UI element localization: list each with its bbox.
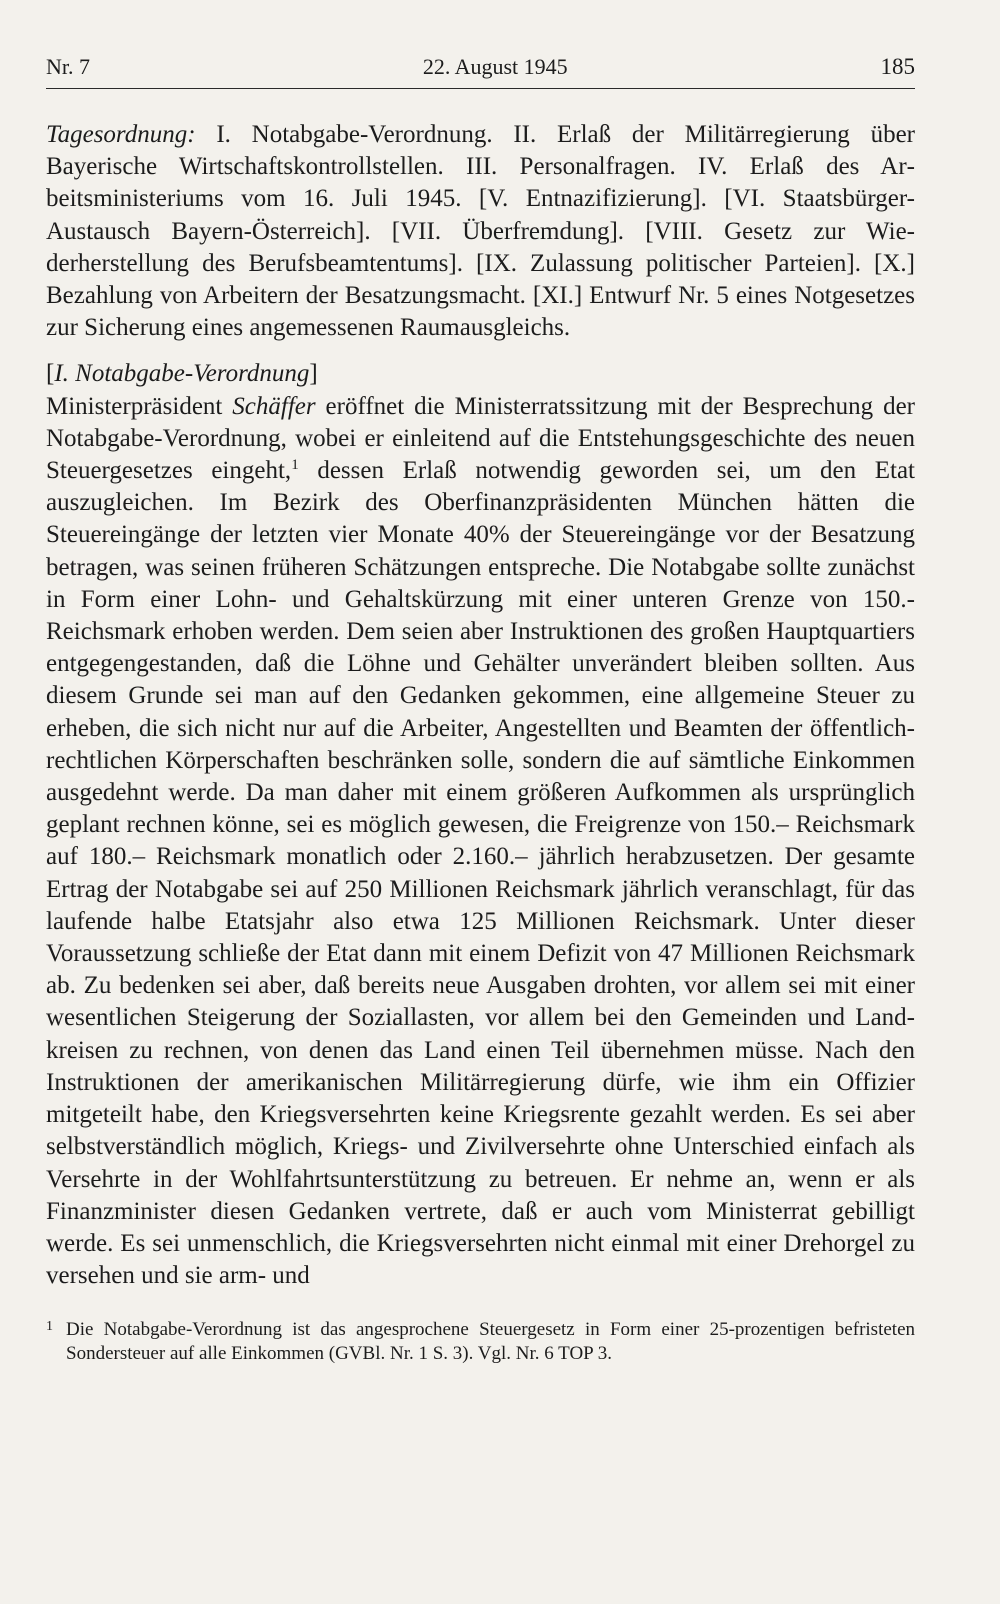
- paragraph-start: Ministerpräsident: [46, 392, 233, 420]
- page-number: 185: [880, 54, 915, 79]
- paragraph-end: dessen Erlaß notwendig geworden sei, um den Etat auszugleichen. Im Bezirk des Oberfinanzpräsidenten München hätten die Steuereingänge der letzten vier Monate 40% der Steuereingänge vor der Besatzung betragen, was seinen früheren Schätzungen entspreche. Die Notabgabe sollte zunächst in Form einer Lohn- und Gehaltskürzung mit einer unteren Grenze von 150.- Reichsmark erhoben werden. Dem seien aber Instruktionen des großen Hauptquartiers entgegengestanden, daß die Löhne und Gehälter unverändert bleiben sollten. Aus diesem Grunde sei man auf den Gedanken gekommen, eine allgemeine Steuer zu erheben, die sich nicht nur auf die Arbeiter, Angestellten und Beamten der öffentlich-rechtlichen Körperschaften beschränken solle, sondern die auf sämtliche Einkommen ausgedehnt werde. Da man daher mit einem größeren Aufkommen als ursprünglich geplant rechnen könne, sei es möglich gewesen, die Freigrenze von 150.– Reichsmark auf 180.– Reichsmark monatlich oder 2.160.– jährlich herabzusetzen. Der gesamte Ertrag der Notabgabe sei auf 250 Millionen Reichsmark jährlich veranschlagt, für das laufende halbe Etatsjahr also etwa 125 Millionen Reichsmark. Unter dieser Voraussetzung schließe der Etat dann mit einem Defizit von 47 Millionen Reichsmark ab. Zu bedenken sei aber, daß bereits neue Ausgaben drohten, vor allem sei mit einer wesentlichen Steigerung der Soziallasten, vor allem bei den Gemeinden und Landkreisen zu rechnen, von denen das Land einen Teil übernehmen müsse. Nach den Instruktionen der amerikanischen Militärregierung dürfe, wie ihm ein Offizier mitgeteilt habe, den Kriegsversehrten keine Kriegsrente gezahlt werden. Es sei aber selbstverständlich möglich, Kriegs- und Zivilversehrte ohne Unterschied einfach als Versehrte in der Wohlfahrtsunterstützung zu betreuen. Er nehme an, wenn er als Finanzminister diesen Gedanken vertrete, daß er auch vom Ministerrat gebilligt werde. Es sei unmenschlich, die Kriegsversehrten nicht einmal mit einer Drehorgel zu versehen und sie arm- und: [46, 457, 915, 1290]
- running-header: [46, 52, 915, 89]
- footnote-reference[interactable]: 1: [291, 457, 299, 474]
- agenda-paragraph: [46, 119, 915, 344]
- agenda-label: Tagesordnung:: [46, 121, 196, 148]
- footnote-mark: 1: [46, 1319, 53, 1335]
- speaker-name: Schäffer: [232, 392, 316, 420]
- section-paragraph: [46, 391, 915, 1293]
- main-text: [46, 119, 915, 1292]
- paragraph-middle: eröffnet die Ministerratssitzung mit der Besprechung der Notabgabe-Verordnung, wobei er einleitend auf die Entstehungsgeschichte des neuen Steuergesetzes eingeht,: [46, 392, 915, 485]
- header-date: 22. August 1945: [422, 54, 568, 79]
- section-heading: [46, 358, 915, 390]
- agenda-text: I. Notabgabe-Verordnung. II. Erlaß der Militärregierung über Bayerische Wirtschaftskontrollstellen. III. Personalfragen. IV. Erlaß des Arbeitsministeriums vom 16. Juli 1945. [V. Entnazifizierung]. [VI. Staatsbürger-Austausch Bayern-Österreich]. [VII. Überfremdung]. [VIII. Gesetz zur Wiederherstellung des Berufsbeamtentums]. [IX. Zulassung politischer Parteien]. [X.] Bezahlung von Arbeitern der Besatzungsmacht. [XI.] Entwurf Nr. 5 eines Notgesetzes zur Sicherung eines angemessenen Raumausgleichs.: [46, 121, 915, 342]
- footnote-text: Die Notabgabe-Verordnung ist das angesprochene Steuergesetz in Form einer 25-prozentigen befristeten Sondersteuer auf alle Einkommen (GVBl. Nr. 1 S. 3). Vgl. Nr. 6 TOP 3.: [66, 1319, 915, 1365]
- section-heading-text: I. Notabgabe-Verordnung: [54, 360, 310, 388]
- issue-number: Nr. 7: [46, 54, 90, 79]
- heading-bracket-open: [: [46, 360, 55, 388]
- heading-bracket-close: ]: [309, 360, 318, 388]
- footnote: [46, 1318, 915, 1366]
